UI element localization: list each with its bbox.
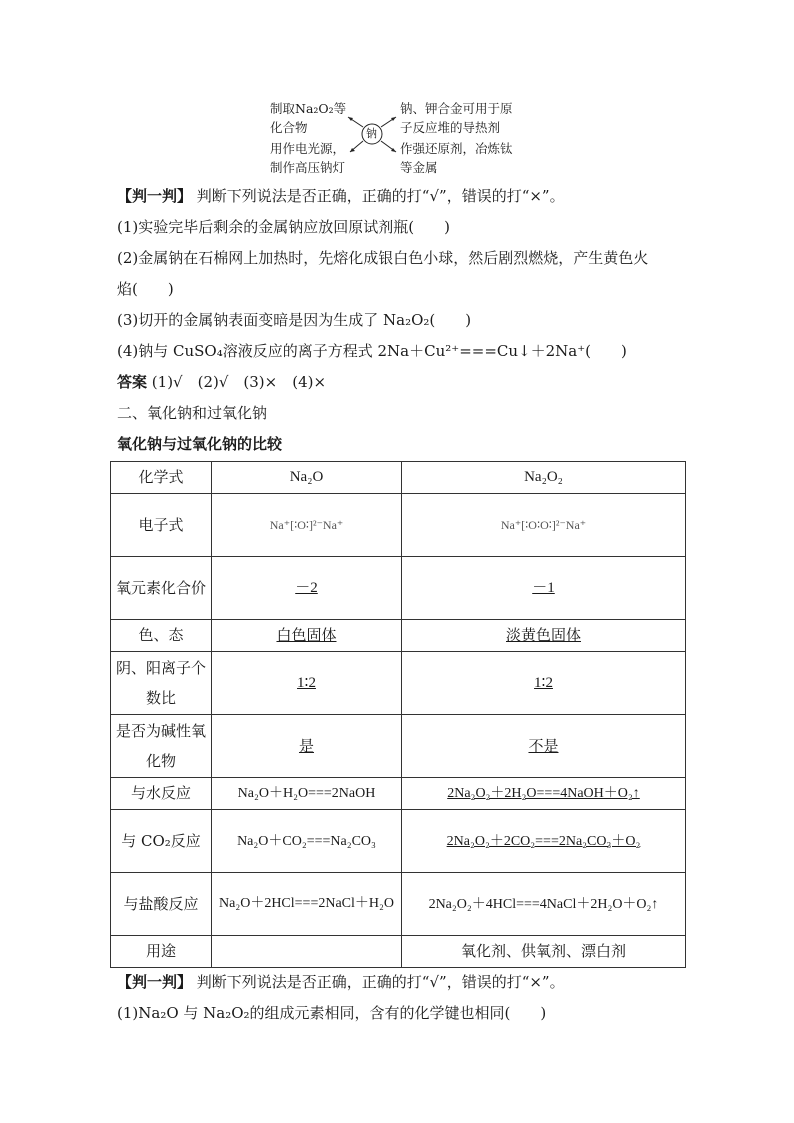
header-cell: Na₂O (212, 462, 402, 494)
table-row (111, 462, 686, 494)
value-cell: 1∶2 (212, 652, 402, 715)
value-cell: －1 (402, 557, 686, 620)
table-row (111, 494, 686, 557)
row-label: 是否为碱性氧化物 (111, 715, 212, 778)
judge2-tag: 【判一判】 (117, 973, 193, 991)
judge2-header (117, 972, 565, 992)
value-cell: 是 (212, 715, 402, 778)
electron-formula-na2o2: Na⁺[∶O∶O∶]²⁻Na⁺ (402, 494, 686, 557)
value-cell: 白色固体 (212, 620, 402, 652)
judge1-item-3: (3)切开的金属钠表面变暗是因为生成了 Na₂O₂( ) (117, 311, 472, 329)
table-row (111, 715, 686, 778)
table-row (111, 652, 686, 715)
row-label: 阴、阳离子个数比 (111, 652, 212, 715)
judge1-item-1: (1)实验完毕后剩余的金属钠应放回原试剂瓶( ) (117, 218, 450, 236)
table-row (111, 557, 686, 620)
value-cell: Na₂O＋CO₂===Na₂CO₃ (212, 810, 402, 873)
value-cell: 2Na₂O₂＋4HCl===4NaCl＋2H₂O＋O₂↑ (402, 873, 686, 936)
judge1-header (117, 186, 565, 206)
comparison-table (110, 461, 686, 968)
row-label: 与 CO₂反应 (111, 810, 212, 873)
row-label: 氧元素化合价 (111, 557, 212, 620)
judge2-intro: 判断下列说法是否正确，正确的打“√”，错误的打“×”。 (196, 973, 565, 991)
value-cell (212, 936, 402, 968)
value-cell: 氧化剂、供氧剂、漂白剂 (402, 936, 686, 968)
header-cell: 化学式 (111, 462, 212, 494)
answer-label: 答案 (117, 373, 148, 391)
value-cell: Na₂O＋2HCl===2NaCl＋H₂O (212, 873, 402, 936)
judge2-item-1: (1)Na₂O 与 Na₂O₂的组成元素相同，含有的化学键也相同( ) (117, 1004, 547, 1022)
value-cell: 不是 (402, 715, 686, 778)
value-cell: 2Na₂O₂＋2H₂O===4NaOH＋O₂↑ (402, 778, 686, 810)
table-row (111, 620, 686, 652)
value-cell: 1∶2 (402, 652, 686, 715)
row-label: 电子式 (111, 494, 212, 557)
diagram-top-left: 制取Na₂O₂等 化合物 (270, 101, 347, 135)
judge1-item-2: (2)金属钠在石棉网上加热时，先熔化成银白色小球，然后剧烈燃烧，产生黄色火 (117, 249, 649, 267)
table-row (111, 936, 686, 968)
answer-text: (1)√ (2)√ (3)× (4)× (151, 373, 327, 391)
judge1-item-2-cont: 焰( ) (117, 280, 174, 298)
diagram-bottom-right: 作强还原剂，冶炼钛 等金属 (400, 141, 513, 175)
table-row (111, 778, 686, 810)
row-label: 用途 (111, 936, 212, 968)
value-cell: Na₂O＋H₂O===2NaOH (212, 778, 402, 810)
judge1-tag: 【判一判】 (117, 187, 193, 205)
table-row (111, 873, 686, 936)
judge1-intro: 判断下列说法是否正确，正确的打“√”，错误的打“×”。 (196, 187, 565, 205)
row-label: 与水反应 (111, 778, 212, 810)
row-label: 与盐酸反应 (111, 873, 212, 936)
table-title: 氧化钠与过氧化钠的比较 (117, 435, 283, 453)
table-row (111, 810, 686, 873)
diagram-top-right: 钠、钾合金可用于原 子反应堆的导热剂 (400, 101, 513, 135)
diagram-center: 钠 (366, 127, 377, 140)
judge1-answer (117, 372, 326, 392)
value-cell: －2 (212, 557, 402, 620)
electron-formula-na2o: Na⁺[∶O∶]²⁻Na⁺ (212, 494, 402, 557)
uses-diagram (270, 97, 530, 177)
judge1-item-4: (4)钠与 CuSO₄溶液反应的离子方程式 2Na＋Cu²⁺===Cu↓＋2Na⁺( ) (117, 342, 627, 360)
diagram-bottom-left: 用作电光源， 制作高压钠灯 (270, 141, 346, 175)
row-label: 色、态 (111, 620, 212, 652)
section-title: 二、氧化钠和过氧化钠 (117, 404, 268, 422)
header-cell: Na₂O₂ (402, 462, 686, 494)
value-cell: 淡黄色固体 (402, 620, 686, 652)
value-cell: 2Na₂O₂＋2CO₂===2Na₂CO₃＋O₂ (402, 810, 686, 873)
